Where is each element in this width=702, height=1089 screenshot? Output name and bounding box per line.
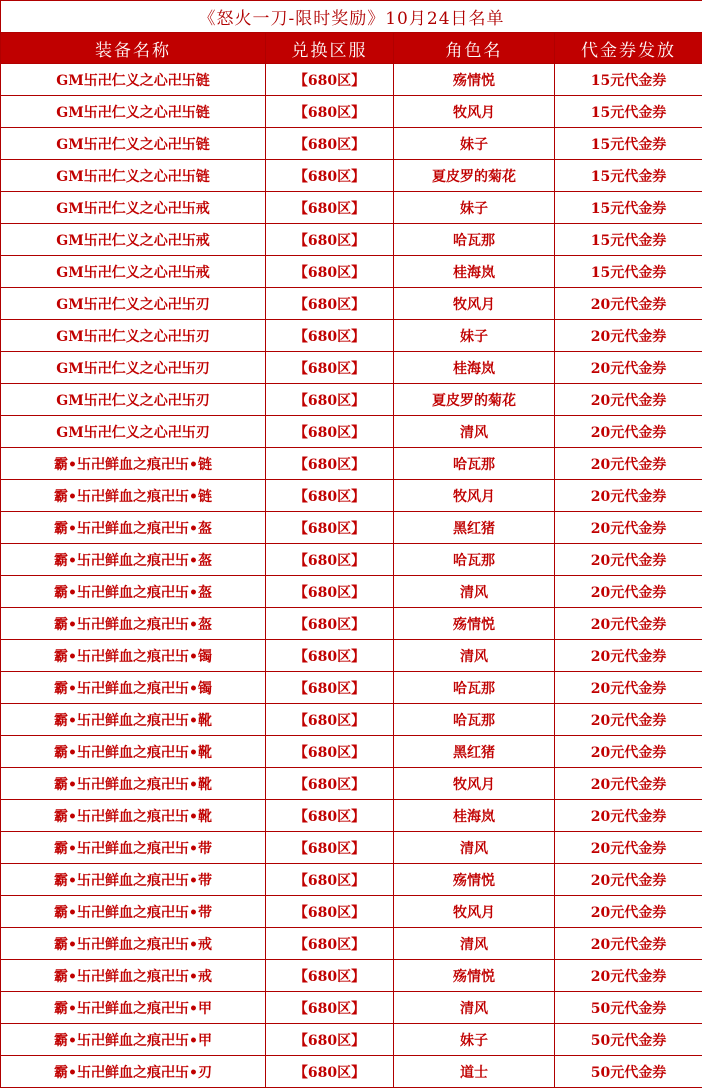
table-row [1, 160, 702, 192]
table-row [1, 992, 702, 1024]
table-row [1, 384, 702, 416]
voucher-cell: 20元代金券 [555, 832, 702, 864]
equipment-name-cell: 霸•卐卍鲜血之痕卍卐•盔 [1, 576, 266, 608]
server-cell: 【680区】 [266, 768, 394, 800]
equipment-name-cell: 霸•卐卍鲜血之痕卍卐•甲 [1, 992, 266, 1024]
table-row [1, 64, 702, 96]
table-row [1, 480, 702, 512]
table-row [1, 832, 702, 864]
server-cell: 【680区】 [266, 672, 394, 704]
server-cell: 【680区】 [266, 160, 394, 192]
column-header-character: 角色名 [394, 33, 555, 64]
character-name-cell: 殇情悦 [394, 864, 555, 896]
server-cell: 【680区】 [266, 832, 394, 864]
equipment-name-cell: 霸•卐卍鲜血之痕卍卐•靴 [1, 704, 266, 736]
character-name-cell: 哈瓦那 [394, 704, 555, 736]
voucher-cell: 20元代金券 [555, 608, 702, 640]
character-name-cell: 牧风月 [394, 96, 555, 128]
character-name-cell: 殇情悦 [394, 608, 555, 640]
table-row [1, 960, 702, 992]
table-row [1, 608, 702, 640]
voucher-cell: 20元代金券 [555, 480, 702, 512]
table-row [1, 128, 702, 160]
table-row [1, 1056, 702, 1088]
character-name-cell: 牧风月 [394, 480, 555, 512]
voucher-cell: 15元代金券 [555, 160, 702, 192]
server-cell: 【680区】 [266, 448, 394, 480]
character-name-cell: 哈瓦那 [394, 672, 555, 704]
voucher-cell: 20元代金券 [555, 704, 702, 736]
equipment-name-cell: 霸•卐卍鲜血之痕卍卐•靴 [1, 736, 266, 768]
equipment-name-cell: GM卐卍仁义之心卍卐刃 [1, 416, 266, 448]
character-name-cell: 黑红猪 [394, 736, 555, 768]
voucher-cell: 15元代金券 [555, 256, 702, 288]
voucher-cell: 20元代金券 [555, 416, 702, 448]
voucher-cell: 20元代金券 [555, 544, 702, 576]
table-row [1, 512, 702, 544]
server-cell: 【680区】 [266, 960, 394, 992]
server-cell: 【680区】 [266, 416, 394, 448]
character-name-cell: 清风 [394, 992, 555, 1024]
column-header-voucher: 代金券发放 [555, 33, 702, 64]
voucher-cell: 20元代金券 [555, 768, 702, 800]
column-header-server: 兑换区服 [266, 33, 394, 64]
character-name-cell: 牧风月 [394, 768, 555, 800]
character-name-cell: 道士 [394, 1056, 555, 1088]
equipment-name-cell: 霸•卐卍鲜血之痕卍卐•甲 [1, 1024, 266, 1056]
equipment-name-cell: 霸•卐卍鲜血之痕卍卐•带 [1, 864, 266, 896]
server-cell: 【680区】 [266, 192, 394, 224]
equipment-name-cell: 霸•卐卍鲜血之痕卍卐•盔 [1, 544, 266, 576]
character-name-cell: 桂海岚 [394, 800, 555, 832]
equipment-name-cell: GM卐卍仁义之心卍卐链 [1, 128, 266, 160]
table-row [1, 288, 702, 320]
server-cell: 【680区】 [266, 64, 394, 96]
character-name-cell: 殇情悦 [394, 64, 555, 96]
table-row [1, 672, 702, 704]
equipment-name-cell: 霸•卐卍鲜血之痕卍卐•带 [1, 896, 266, 928]
character-name-cell: 夏皮罗的菊花 [394, 384, 555, 416]
table-row [1, 320, 702, 352]
equipment-name-cell: GM卐卍仁义之心卍卐刃 [1, 352, 266, 384]
table-row [1, 544, 702, 576]
server-cell: 【680区】 [266, 640, 394, 672]
table-row [1, 224, 702, 256]
table-row [1, 736, 702, 768]
table-title: 《怒火一刀-限时奖励》10月24日名单 [1, 1, 702, 33]
server-cell: 【680区】 [266, 96, 394, 128]
server-cell: 【680区】 [266, 704, 394, 736]
voucher-cell: 20元代金券 [555, 800, 702, 832]
table-row [1, 864, 702, 896]
character-name-cell: 黑红猪 [394, 512, 555, 544]
voucher-cell: 20元代金券 [555, 736, 702, 768]
voucher-cell: 20元代金券 [555, 352, 702, 384]
equipment-name-cell: 霸•卐卍鲜血之痕卍卐•盔 [1, 608, 266, 640]
server-cell: 【680区】 [266, 320, 394, 352]
voucher-cell: 50元代金券 [555, 1056, 702, 1088]
equipment-name-cell: GM卐卍仁义之心卍卐戒 [1, 192, 266, 224]
character-name-cell: 夏皮罗的菊花 [394, 160, 555, 192]
server-cell: 【680区】 [266, 608, 394, 640]
voucher-cell: 20元代金券 [555, 288, 702, 320]
voucher-cell: 15元代金券 [555, 224, 702, 256]
character-name-cell: 妹子 [394, 320, 555, 352]
voucher-cell: 20元代金券 [555, 960, 702, 992]
equipment-name-cell: GM卐卍仁义之心卍卐戒 [1, 224, 266, 256]
voucher-cell: 20元代金券 [555, 896, 702, 928]
table-row [1, 576, 702, 608]
character-name-cell: 哈瓦那 [394, 224, 555, 256]
title-row [1, 1, 702, 33]
equipment-name-cell: GM卐卍仁义之心卍卐刃 [1, 384, 266, 416]
equipment-name-cell: GM卐卍仁义之心卍卐链 [1, 160, 266, 192]
server-cell: 【680区】 [266, 288, 394, 320]
server-cell: 【680区】 [266, 896, 394, 928]
header-row [1, 33, 702, 64]
equipment-name-cell: 霸•卐卍鲜血之痕卍卐•带 [1, 832, 266, 864]
table-row [1, 192, 702, 224]
voucher-cell: 20元代金券 [555, 672, 702, 704]
equipment-name-cell: GM卐卍仁义之心卍卐链 [1, 96, 266, 128]
character-name-cell: 哈瓦那 [394, 544, 555, 576]
equipment-name-cell: 霸•卐卍鲜血之痕卍卐•镯 [1, 640, 266, 672]
equipment-name-cell: 霸•卐卍鲜血之痕卍卐•链 [1, 480, 266, 512]
character-name-cell: 清风 [394, 576, 555, 608]
voucher-cell: 15元代金券 [555, 64, 702, 96]
table-row [1, 640, 702, 672]
character-name-cell: 清风 [394, 640, 555, 672]
server-cell: 【680区】 [266, 480, 394, 512]
table-row [1, 1024, 702, 1056]
server-cell: 【680区】 [266, 1056, 394, 1088]
voucher-cell: 15元代金券 [555, 128, 702, 160]
server-cell: 【680区】 [266, 864, 394, 896]
equipment-name-cell: 霸•卐卍鲜血之痕卍卐•戒 [1, 928, 266, 960]
character-name-cell: 清风 [394, 928, 555, 960]
character-name-cell: 清风 [394, 416, 555, 448]
equipment-name-cell: 霸•卐卍鲜血之痕卍卐•刃 [1, 1056, 266, 1088]
table-row [1, 416, 702, 448]
table-row [1, 352, 702, 384]
character-name-cell: 桂海岚 [394, 352, 555, 384]
equipment-name-cell: 霸•卐卍鲜血之痕卍卐•镯 [1, 672, 266, 704]
equipment-name-cell: 霸•卐卍鲜血之痕卍卐•靴 [1, 800, 266, 832]
table-row [1, 704, 702, 736]
server-cell: 【680区】 [266, 224, 394, 256]
character-name-cell: 哈瓦那 [394, 448, 555, 480]
voucher-cell: 20元代金券 [555, 320, 702, 352]
character-name-cell: 殇情悦 [394, 960, 555, 992]
voucher-cell: 20元代金券 [555, 864, 702, 896]
voucher-cell: 20元代金券 [555, 640, 702, 672]
server-cell: 【680区】 [266, 128, 394, 160]
server-cell: 【680区】 [266, 512, 394, 544]
equipment-name-cell: GM卐卍仁义之心卍卐刃 [1, 288, 266, 320]
table-row [1, 768, 702, 800]
equipment-name-cell: 霸•卐卍鲜血之痕卍卐•靴 [1, 768, 266, 800]
equipment-name-cell: GM卐卍仁义之心卍卐戒 [1, 256, 266, 288]
table-row [1, 928, 702, 960]
server-cell: 【680区】 [266, 256, 394, 288]
table-body [1, 64, 702, 1088]
character-name-cell: 牧风月 [394, 896, 555, 928]
character-name-cell: 牧风月 [394, 288, 555, 320]
table-row [1, 96, 702, 128]
voucher-cell: 50元代金券 [555, 992, 702, 1024]
server-cell: 【680区】 [266, 576, 394, 608]
voucher-cell: 20元代金券 [555, 448, 702, 480]
equipment-name-cell: 霸•卐卍鲜血之痕卍卐•盔 [1, 512, 266, 544]
character-name-cell: 妹子 [394, 1024, 555, 1056]
server-cell: 【680区】 [266, 992, 394, 1024]
server-cell: 【680区】 [266, 1024, 394, 1056]
table-row [1, 256, 702, 288]
table-row [1, 800, 702, 832]
server-cell: 【680区】 [266, 928, 394, 960]
server-cell: 【680区】 [266, 736, 394, 768]
equipment-name-cell: GM卐卍仁义之心卍卐链 [1, 64, 266, 96]
server-cell: 【680区】 [266, 384, 394, 416]
server-cell: 【680区】 [266, 800, 394, 832]
character-name-cell: 妹子 [394, 128, 555, 160]
table-row [1, 896, 702, 928]
table-row [1, 448, 702, 480]
server-cell: 【680区】 [266, 544, 394, 576]
character-name-cell: 清风 [394, 832, 555, 864]
voucher-cell: 20元代金券 [555, 384, 702, 416]
voucher-cell: 20元代金券 [555, 928, 702, 960]
equipment-name-cell: 霸•卐卍鲜血之痕卍卐•链 [1, 448, 266, 480]
equipment-name-cell: 霸•卐卍鲜血之痕卍卐•戒 [1, 960, 266, 992]
voucher-cell: 20元代金券 [555, 576, 702, 608]
server-cell: 【680区】 [266, 352, 394, 384]
voucher-cell: 15元代金券 [555, 96, 702, 128]
voucher-cell: 20元代金券 [555, 512, 702, 544]
voucher-cell: 50元代金券 [555, 1024, 702, 1056]
column-header-equipment: 装备名称 [1, 33, 266, 64]
equipment-name-cell: GM卐卍仁义之心卍卐刃 [1, 320, 266, 352]
character-name-cell: 桂海岚 [394, 256, 555, 288]
voucher-cell: 15元代金券 [555, 192, 702, 224]
character-name-cell: 妹子 [394, 192, 555, 224]
